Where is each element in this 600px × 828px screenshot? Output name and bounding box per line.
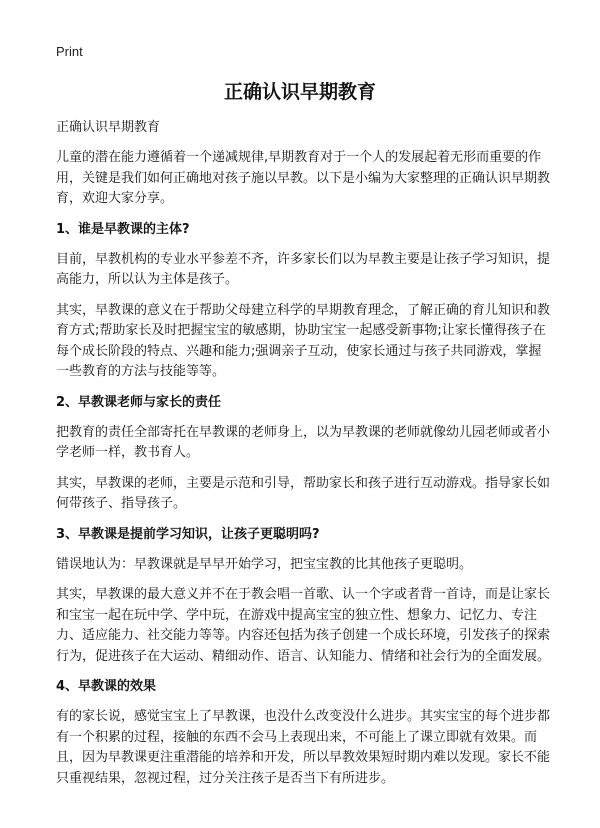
section-paragraph: 目前，早教机构的专业水平参差不齐，许多家长们以为早教主要是让孩子学习知识，提高能力，所以认为主体是孩子。 [56, 251, 551, 287]
section-paragraph: 有的家长说，感觉宝宝上了早教课，也没什么改变没什么进步。其实宝宝的每个进步都有一个积累的过程，接触的东西不会马上表现出来，不可能上了课立即就有效果。而且，因为早教课更注重潜能的培养和开发，所以早教效果短时期内难以发现。家长不能只重视结果，忽视过程，过分关注孩子是否当下有所进步。 [56, 709, 551, 786]
section-heading: 3、早教课是提前学习知识，让孩子更聪明吗? [56, 526, 320, 542]
print-link[interactable]: Print [56, 44, 83, 59]
section-1 [56, 220, 550, 383]
page-title: 正确认识早期教育 [223, 81, 376, 103]
section-paragraph: 错误地认为：早教课就是早早开始学习，把宝宝教的比其他孩子更聪明。 [56, 556, 473, 572]
section-2 [56, 393, 550, 515]
intro-paragraph: 儿童的潜在能力遵循着一个递减规律,早期教育对于一个人的发展起着无形而重要的作用，关键是我们如何正确地对孩子施以早教。以下是小编为大家整理的正确认识早期教育，欢迎大家分享。 [56, 150, 551, 206]
section-paragraph: 其实，早教课的最大意义并不在于教会唱一首歌、认一个字或者背一首诗，而是让家长和宝宝一起在玩中学、学中玩，在游戏中提高宝宝的独立性、想象力、记忆力、专注力、适应能力、社交能力等等。内容还包括为孩子创建一个成长环境，引发孩子的探索行为，促进孩子在大运动、精细动作、语言、认知能力、情绪和社会行为的全面发展。 [56, 587, 551, 664]
section-paragraph: 其实，早教课的意义在于帮助父母建立科学的早期教育理念，了解正确的育儿知识和教育方式;帮助家长及时把握宝宝的敏感期，协助宝宝一起感受新事物;让家长懂得孩子在每个成长阶段的特点、兴趣和能力;强调亲子互动，使家长通过与孩子共同游戏，掌握一些教育的方法与技能等等。 [56, 302, 551, 379]
section-heading: 4、早教课的效果 [56, 679, 157, 694]
section-paragraph: 把教育的责任全部寄托在早教课的老师身上，以为早教课的老师就像幼儿园老师或者小学老师一样，教书育人。 [56, 424, 551, 460]
section-heading: 1、谁是早教课的主体? [56, 221, 190, 237]
section-4 [56, 677, 550, 789]
article-body [56, 118, 550, 799]
article-subtitle: 正确认识早期教育 [56, 120, 161, 135]
section-paragraph: 其实，早教课的老师，主要是示范和引导，帮助家长和孩子进行互动游戏。指导家长如何带孩子、指导孩子。 [56, 475, 551, 511]
section-3 [56, 525, 550, 668]
section-heading: 2、早教课老师与家长的责任 [56, 394, 222, 410]
